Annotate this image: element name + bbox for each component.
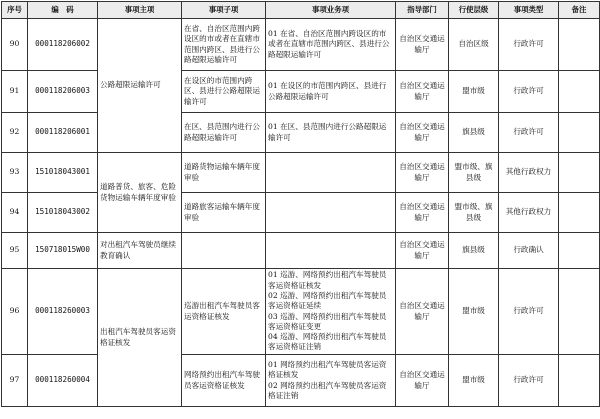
table-row: [2, 269, 600, 355]
cell-level: 盟市级: [449, 355, 499, 407]
header-dept: 指导部门: [396, 2, 449, 19]
cell-biz: [266, 19, 396, 71]
cell-level: 盟市级: [449, 71, 499, 113]
cell-level: 旗县级: [449, 233, 499, 269]
header-level: 行使层级: [449, 2, 499, 19]
table-row: [2, 153, 600, 193]
cell-level: 旗县级: [449, 113, 499, 153]
header-note: 备注: [559, 2, 600, 19]
cell-no: 93: [2, 153, 28, 193]
biz-line: 04 巡游、网络预约出租汽车驾驶员客运资格证注销: [268, 332, 387, 352]
table-row: [2, 233, 600, 269]
matters-table: [1, 1, 600, 407]
cell-level: 盟市级、旗县级: [449, 193, 499, 233]
cell-type: 行政许可: [499, 19, 559, 71]
cell-main: 出租汽车驾驶员客运资格证核发: [98, 269, 182, 407]
biz-line: 01 网络预约出租汽车驾驶员客运资格证核发: [268, 359, 387, 380]
biz-line: 01 在设区的市范围内跨区、县进行公路超限运输许可: [268, 81, 387, 101]
table-row: [2, 71, 600, 113]
cell-main: 对出租汽车驾驶员继续教育确认: [98, 233, 182, 269]
cell-sub: [182, 233, 266, 269]
cell-note: [559, 19, 600, 71]
cell-sub: 道路旅客运输车辆年度审验: [182, 193, 266, 233]
cell-no: 95: [2, 233, 28, 269]
biz-line: 01 在区、县范围内进行公路超限运输许可: [268, 122, 387, 142]
cell-code: 000118206002: [28, 19, 98, 71]
biz-line: 02 巡游、网络预约出租汽车驾驶员客运资格证延续: [268, 290, 387, 311]
cell-note: [559, 71, 600, 113]
table-row: [2, 193, 600, 233]
cell-code: 151018043001: [28, 153, 98, 193]
cell-code: 000118206003: [28, 71, 98, 113]
cell-type: 行政许可: [499, 269, 559, 355]
cell-level: 盟市级、旗县级: [449, 153, 499, 193]
cell-code: 000118206001: [28, 113, 98, 153]
cell-no: 92: [2, 113, 28, 153]
biz-line: 03 巡游、网络预约出租汽车驾驶员客运资格证变更: [268, 311, 387, 331]
cell-level: 盟市级: [449, 269, 499, 355]
cell-sub: 在省、自治区范围内跨设区的市或者在直辖市范围内跨区、县进行公路超限运输许可: [182, 19, 266, 71]
cell-note: [559, 269, 600, 355]
cell-note: [559, 193, 600, 233]
cell-code: 150718015W00: [28, 233, 98, 269]
biz-line: 02 网络预约出租汽车驾驶员客运资格证注销: [268, 380, 387, 400]
cell-type: 行政确认: [499, 233, 559, 269]
cell-dept: 自治区交通运输厅: [396, 233, 449, 269]
cell-level: 自治区级: [449, 19, 499, 71]
cell-type: 其他行政权力: [499, 153, 559, 193]
cell-dept: 自治区交通运输厅: [396, 19, 449, 71]
cell-type: 行政许可: [499, 355, 559, 407]
biz-line: 01 巡游、网络预约出租汽车驾驶员客运资格证核发: [268, 270, 387, 290]
cell-dept: 自治区交通运输厅: [396, 269, 449, 355]
cell-no: 96: [2, 269, 28, 355]
cell-sub: 在设区的市范围内跨区、县进行公路超限运输许可: [182, 71, 266, 113]
header-no: 序号: [2, 2, 28, 19]
cell-code: 000118260003: [28, 269, 98, 355]
cell-main: 道路普货、旅客、危险货物运输车辆年度审验: [98, 153, 182, 233]
cell-biz: [266, 233, 396, 269]
cell-dept: 自治区交通运输厅: [396, 71, 449, 113]
cell-note: [559, 153, 600, 193]
cell-code: 151018043002: [28, 193, 98, 233]
table-row: [2, 113, 600, 153]
cell-note: [559, 355, 600, 407]
header-biz: 事项业务项: [266, 2, 396, 19]
cell-no: 91: [2, 71, 28, 113]
table-row: [2, 19, 600, 71]
cell-type: 行政许可: [499, 113, 559, 153]
cell-note: [559, 233, 600, 269]
cell-no: 97: [2, 355, 28, 407]
table-row: [2, 355, 600, 407]
cell-main: 公路超限运输许可: [98, 19, 182, 153]
cell-no: 90: [2, 19, 28, 71]
cell-dept: 自治区交通运输厅: [396, 113, 449, 153]
cell-biz: [266, 193, 396, 233]
cell-biz: [266, 355, 396, 407]
cell-dept: 自治区交通运输厅: [396, 355, 449, 407]
cell-type: 行政许可: [499, 71, 559, 113]
cell-biz: [266, 269, 396, 355]
cell-sub: 在区、县范围内进行公路超限运输许可: [182, 113, 266, 153]
cell-biz: [266, 71, 396, 113]
cell-sub: 巡游出租汽车驾驶员客运资格证核发: [182, 269, 266, 355]
header-type: 事项类型: [499, 2, 559, 19]
cell-sub: 道路货物运输车辆年度审验: [182, 153, 266, 193]
header-row: [2, 2, 600, 19]
cell-note: [559, 113, 600, 153]
cell-no: 94: [2, 193, 28, 233]
cell-code: 000118260004: [28, 355, 98, 407]
header-sub: 事项子项: [182, 2, 266, 19]
cell-dept: 自治区交通运输厅: [396, 193, 449, 233]
header-code: 编 码: [28, 2, 98, 19]
cell-dept: 自治区交通运输厅: [396, 153, 449, 193]
header-main: 事项主项: [98, 2, 182, 19]
cell-type: 其他行政权力: [499, 193, 559, 233]
cell-biz: [266, 113, 396, 153]
biz-line: 01 在省、自治区范围内跨设区的市或者在直辖市范围内跨区、县进行公路超限运输许可: [268, 29, 390, 59]
cell-biz: [266, 153, 396, 193]
cell-sub: 网络预约出租汽车驾驶员客运资格证核发: [182, 355, 266, 407]
